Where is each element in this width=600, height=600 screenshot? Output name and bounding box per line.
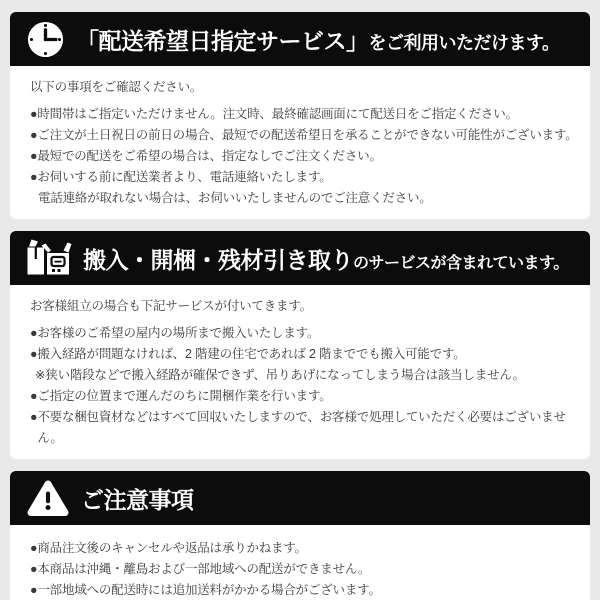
cautions-banner <box>10 471 590 525</box>
section-carry-in-service <box>10 231 590 459</box>
list-item: ● 搬入経路が問題なければ、2 階建の住宅であれば 2 階まででも搬入可能です。 <box>30 347 466 361</box>
list-item: ● お伺いする前に配送業者より、電話連絡いたします。 <box>30 170 332 184</box>
banner-title-small: のサービスが含まれています。 <box>353 254 569 272</box>
list-item: ● ご指定の位置まで運んだのちに開梱作業を行います。 <box>30 389 332 403</box>
banner-title-large: 「配送希望日指定サービス」 <box>76 27 369 54</box>
list-item: ● 不要な梱包資材などはすべて回収いたしますので、お客様で処理していただく必要はございません。 <box>30 410 566 445</box>
delivery-date-panel <box>10 66 590 219</box>
list-item-continuation: 電話連絡が取れない場合は、お伺いいたしませんのでご注意ください。 <box>38 191 432 205</box>
cautions-panel <box>10 525 590 600</box>
carry-in-panel <box>10 285 590 459</box>
clock-icon <box>26 20 65 59</box>
section-delivery-date <box>10 12 590 219</box>
list-item: ● 一部地域への配送時には追加送料がかかる場合がございます。 <box>30 583 381 597</box>
list-item: ● 最短での配送をご希望の場合は、指定なしでご注文ください。 <box>30 149 382 163</box>
panel-intro: お客様組立の場合も下記サービスが付いてきます。 <box>30 299 312 313</box>
list-item: ● 商品注文後のキャンセルや返品は承りかねます。 <box>30 541 307 555</box>
banner-title-large: 搬入・開梱・残材引き取り <box>83 246 353 273</box>
list-item: ● 本商品は沖縄・離島および一部地域への配送ができません。 <box>30 562 371 576</box>
list-item: ● お客様のご希望の屋内の場所まで搬入いたします。 <box>30 326 320 340</box>
banner-title-large: ご注意事項 <box>81 486 194 513</box>
boxes-icon <box>26 238 72 278</box>
list-item: ● ご注文が土日祝日の前日の場合、最短での配送希望日を承ることができない可能性がございます。 <box>30 128 578 142</box>
banner-title-small: をご利用いただけます。 <box>368 32 560 53</box>
panel-intro: 以下の事項をご確認ください。 <box>30 80 203 94</box>
section-cautions <box>10 471 590 600</box>
carry-in-banner <box>10 231 590 285</box>
list-item: ● 時間帯はご指定いただけません。注文時、最終確認画面にて配送日をご指定ください。 <box>30 107 518 121</box>
warning-icon <box>26 479 70 518</box>
delivery-date-banner <box>10 12 590 66</box>
list-item-note: ※ 狭い階段などで搬入経路が確保できず、吊りあげになってしまう場合は該当しません。 <box>35 368 525 382</box>
